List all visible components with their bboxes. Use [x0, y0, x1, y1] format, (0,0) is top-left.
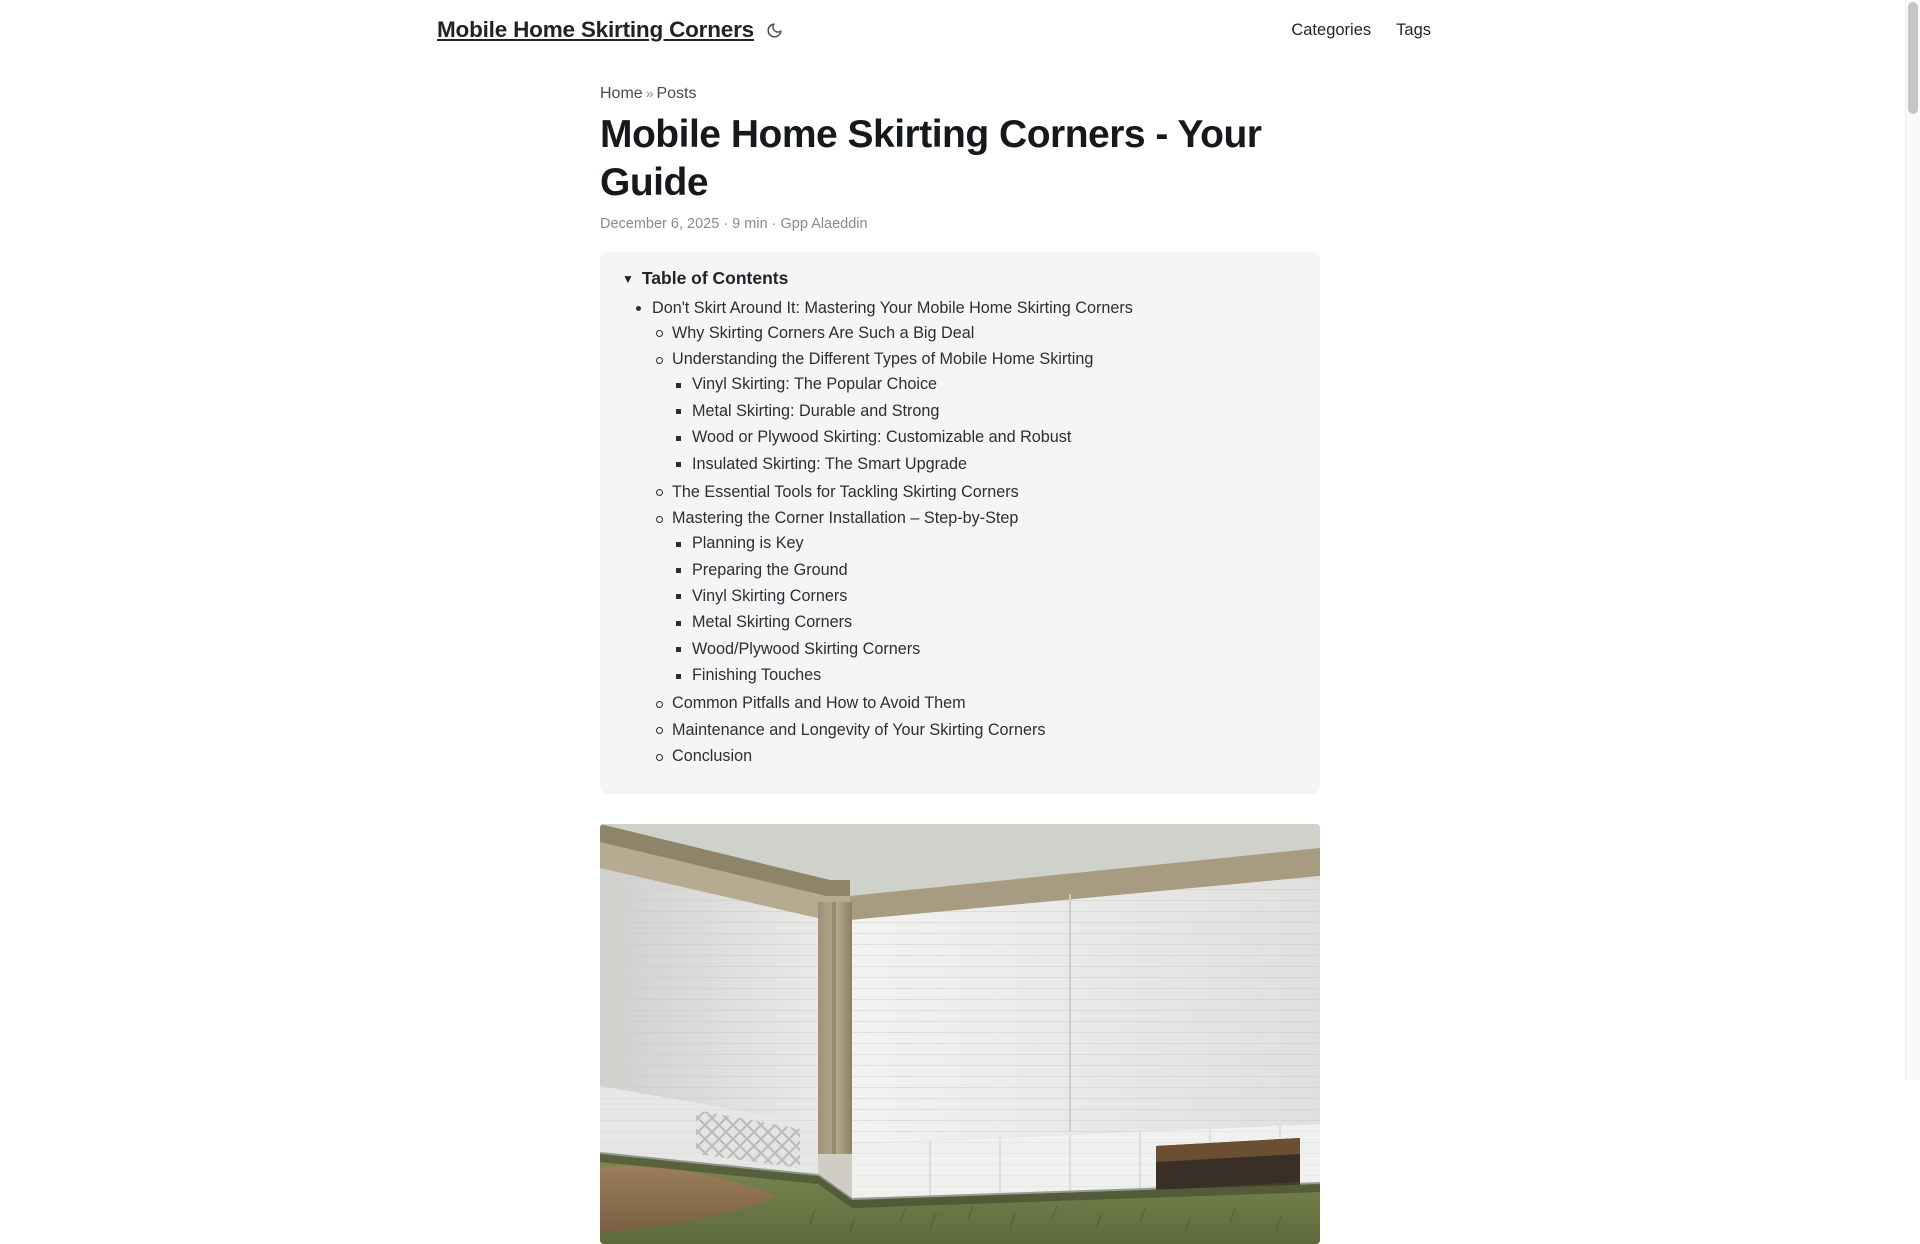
toc-item[interactable]	[672, 717, 1298, 743]
nav-link-categories[interactable]: Categories	[1291, 20, 1372, 39]
page-title: Mobile Home Skirting Corners - Your Guide	[600, 113, 1262, 204]
toc-item[interactable]	[692, 425, 1298, 451]
toc-item[interactable]	[672, 320, 1298, 346]
toc-item[interactable]	[692, 451, 1298, 477]
toc-item[interactable]	[692, 610, 1298, 636]
toc-link[interactable]: Preparing the Ground	[692, 560, 848, 579]
toc-item[interactable]	[652, 295, 1298, 772]
main-content	[600, 60, 1320, 1244]
toc-link[interactable]: The Essential Tools for Tackling Skirting Corners	[672, 482, 1019, 501]
toc-sublist	[672, 372, 1298, 478]
toc-list	[622, 295, 1298, 772]
site-header	[0, 0, 1920, 60]
toc-link[interactable]: Understanding the Different Types of Mobile Home Skirting	[672, 350, 1094, 369]
moon-icon[interactable]	[765, 20, 785, 40]
toc-link[interactable]: Mastering the Corner Installation – Step-by-Step	[672, 509, 1019, 528]
main-nav	[1291, 21, 1876, 40]
hero-image	[600, 824, 1320, 1244]
header-inner	[0, 16, 1920, 42]
breadcrumb-separator: »	[645, 85, 654, 101]
toc-header[interactable]	[622, 268, 1298, 289]
toc-link[interactable]: Planning is Key	[692, 534, 804, 553]
chevron-down-icon: ▼	[622, 271, 634, 286]
table-of-contents	[600, 252, 1320, 794]
site-title[interactable]: Mobile Home Skirting Corners	[437, 16, 754, 42]
toc-link[interactable]: Wood/Plywood Skirting Corners	[692, 639, 921, 658]
scrollbar-thumb[interactable]	[1908, 2, 1918, 114]
toc-item[interactable]	[692, 398, 1298, 424]
toc-link[interactable]: Metal Skirting Corners	[692, 613, 853, 632]
toc-link[interactable]: Why Skirting Corners Are Such a Big Deal	[672, 323, 975, 342]
toc-item[interactable]	[672, 691, 1298, 717]
toc-link[interactable]: Insulated Skirting: The Smart Upgrade	[692, 454, 968, 473]
brand-group	[437, 16, 785, 42]
breadcrumb-home[interactable]: Home	[600, 85, 643, 102]
toc-item[interactable]	[672, 347, 1298, 479]
toc-item[interactable]	[692, 372, 1298, 398]
toc-link[interactable]: Vinyl Skirting Corners	[692, 586, 848, 605]
toc-link[interactable]: Metal Skirting: Durable and Strong	[692, 401, 940, 420]
toc-link[interactable]: Conclusion	[672, 747, 753, 766]
toc-link[interactable]: Wood or Plywood Skirting: Customizable and Robust	[692, 428, 1072, 447]
breadcrumb	[600, 85, 1320, 103]
toc-item[interactable]	[692, 663, 1298, 689]
toc-item[interactable]	[692, 636, 1298, 662]
toc-sublist	[652, 320, 1298, 770]
toc-link[interactable]: Maintenance and Longevity of Your Skirting Corners	[672, 720, 1046, 739]
toc-item[interactable]	[672, 479, 1298, 505]
toc-link[interactable]: Don't Skirt Around It: Mastering Your Mobile Home Skirting Corners	[652, 298, 1133, 317]
toc-title: Table of Contents	[641, 268, 789, 289]
toc-sublist	[672, 531, 1298, 690]
toc-item[interactable]	[692, 531, 1298, 557]
toc-item[interactable]	[692, 583, 1298, 609]
toc-item[interactable]	[672, 506, 1298, 691]
breadcrumb-posts[interactable]: Posts	[656, 85, 697, 102]
page-scrollbar[interactable]	[1905, 0, 1920, 1080]
nav-link-tags[interactable]: Tags	[1396, 20, 1431, 39]
toc-item[interactable]	[672, 744, 1298, 770]
toc-link[interactable]: Vinyl Skirting: The Popular Choice	[692, 375, 938, 394]
toc-link[interactable]: Common Pitfalls and How to Avoid Them	[672, 694, 966, 713]
toc-item[interactable]	[692, 557, 1298, 583]
post-meta: December 6, 2025 · 9 min · Gpp Alaeddin	[600, 216, 868, 233]
toc-link[interactable]: Finishing Touches	[692, 666, 822, 685]
